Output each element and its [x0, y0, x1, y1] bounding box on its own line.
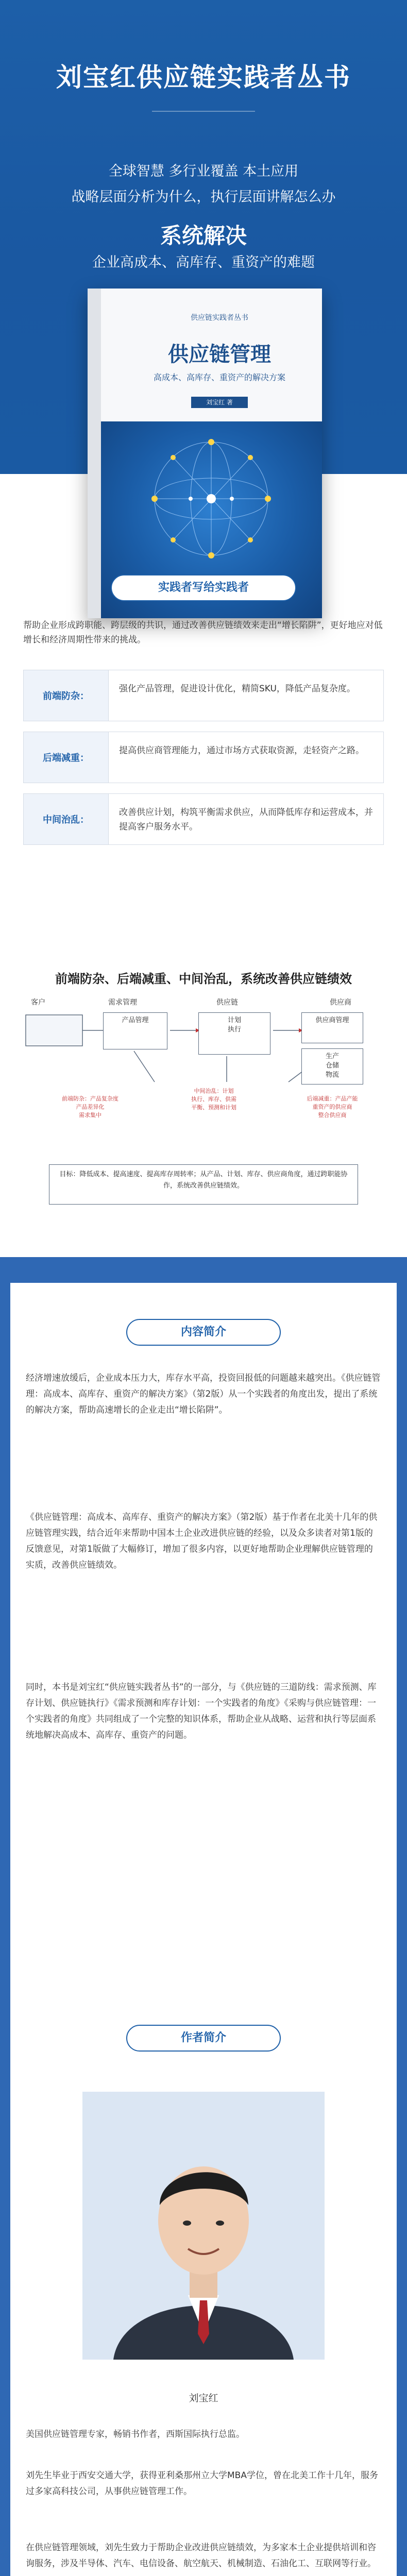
author-name: 刘宝红 [189, 2393, 218, 2404]
author-photo [82, 2092, 325, 2360]
diagram-label-supplychain: 供应链 [216, 998, 238, 1007]
section-pill-author: 作者简介 [126, 2025, 281, 2052]
author-paragraph: 美国供应链管理专家，畅销书作者，西斯国际执行总监。 [26, 2429, 245, 2439]
book-title: 供应链管理 [168, 343, 271, 366]
feature-tag: 前端防杂： [24, 670, 109, 721]
content-paragraph: 《供应链管理：高成本、高库存、重资产的解决方案》（第2版）基于作者在北美十几年的供应链管理实践，结合近年来帮助中国本土企业改进供应链的经验，以及众多读者对第1版的反馈意见，对第1版做了大幅修订，增加了很多内容，以更好地帮助企业理解供应链管理的实质，改善供应链绩效。 [26, 1512, 378, 1570]
diagram-box-production: 生产 仓储 物流 [301, 1048, 363, 1084]
book-cover-top [101, 289, 322, 421]
book-series: 供应链实践者丛书 [191, 314, 248, 322]
book-spine [88, 289, 101, 618]
hero-title: 刘宝红供应链实践者丛书 [56, 62, 351, 92]
content-paragraph: 经济增速放缓后，企业成本压力大，库存水平高，投资回报低的问题越来越突出。《供应链管理：高成本、高库存、重资产的解决方案》（第2版）从一个实践者的角度出发，提出了系统的解决方案，帮助高速增长的企业走出“增长陷阱”。 [26, 1373, 381, 1415]
feature-row-front [23, 670, 384, 721]
content-paragraph: 同时，本书是刘宝红“供应链实践者丛书”的一部分，与《供应链的三道防线：需求预测、库存计划、供应链执行》《需求预测和库存计划：一个实践者的角度》《采购与供应链管理：一个实践者的角度》共同组成了一个完整的知识体系，帮助企业从战略、运营和执行等层面系统地解决高成本、高库存、重资产的问题。 [26, 1682, 377, 1740]
diagram-note-front: 前端防杂：产品复杂度 产品差异化 需求集中 [62, 1095, 118, 1118]
feature-text: 强化产品管理，促进设计优化，精简SKU，降低产品复杂度。 [119, 684, 355, 694]
hero-tagline-1: 全球智慧 多行业覆盖 本土应用 [108, 163, 299, 179]
section-pill-content: 内容简介 [126, 1319, 281, 1346]
book-author: 刘宝红 著 [191, 397, 248, 408]
book-subtitle: 高成本、高库存、重资产的解决方案 [153, 372, 285, 382]
diagram-note-middle: 中间治乱：计划 执行、库存、供需 平衡、预测和计划 [191, 1088, 236, 1111]
diagram-box-plan: 计划 执行 [198, 1012, 270, 1055]
feature-tag: 后端减重： [24, 732, 109, 783]
featured-book-cover [88, 289, 322, 618]
diagram-label-demand: 需求管理 [108, 998, 137, 1007]
hero-divider [152, 111, 255, 112]
diagram-bottom-summary: 目标：降低成本、提高速度、提高库存周转率；从产品、计划、库存、供应商角度，通过跨职能协作，系统改善供应链绩效。 [49, 1164, 358, 1205]
diagram-label-supplier: 供应商 [330, 998, 351, 1007]
diagram-note-back: 后端减重：产品产能 重资产的供应商 整合供应商 [307, 1095, 358, 1118]
feature-row-middle [23, 793, 384, 845]
feature-text: 改善供应计划，构筑平衡需求供应，从而降低库存和运营成本，并提高客户服务水平。 [119, 807, 373, 832]
diagram-label-customer: 客户 [31, 998, 45, 1007]
hero-subheading: 企业高成本、高库存、重资产的难题 [92, 255, 315, 270]
feature-row-back [23, 732, 384, 783]
feature-tag: 中间治乱： [24, 794, 109, 844]
hero-heading: 系统解决 [160, 223, 247, 248]
diagram-box-product: 产品管理 [103, 1012, 167, 1049]
author-paragraph: 刘先生毕业于西安交通大学，获得亚利桑那州立大学MBA学位，曾在北美工作十几年，服务过多家高科技公司，从事供应链管理工作。 [26, 2470, 378, 2497]
feature-text: 提高供应商管理能力，通过市场方式获取资源，走轻资产之路。 [119, 745, 364, 756]
hero-tagline-2: 战略层面分析为什么，执行层面讲解怎么办 [71, 189, 336, 205]
author-portrait-illustration [82, 2092, 325, 2360]
section-pill-practitioner: 实践者写给实践者 [111, 574, 296, 601]
diagram-top-labels [21, 997, 386, 1007]
diagram-title: 前端防杂、后端减重、中间治乱，系统改善供应链绩效 [55, 972, 352, 986]
intro-paragraph: 帮助企业形成跨职能、跨层级的共识，通过改善供应链绩效来走出“增长陷阱”，更好地应对低增长和经济周期性带来的挑战。 [23, 620, 383, 645]
author-paragraph: 在供应链管理领域，刘先生致力于帮助企业改进供应链绩效，为多家本土企业提供培训和咨询服务，涉及半导体、汽车、电信设备、航空航天、机械制造、石油化工、互联网等行业。 [26, 2543, 376, 2569]
diagram-box-supplier-mgmt: 供应商管理 [301, 1012, 363, 1043]
network-globe-illustration [101, 421, 322, 576]
